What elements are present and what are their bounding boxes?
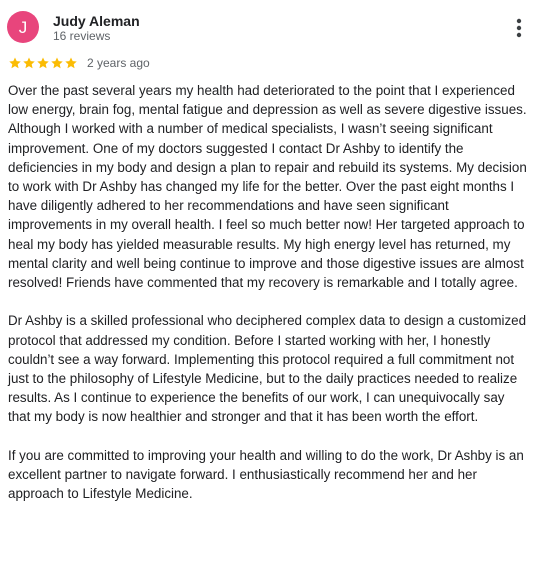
more-vertical-icon (509, 16, 529, 40)
star-icon (8, 56, 22, 70)
rating-row (8, 55, 150, 71)
avatar[interactable] (7, 11, 39, 43)
review-text (8, 81, 530, 503)
star-icon (64, 56, 78, 70)
review-count[interactable]: 16 reviews (53, 29, 111, 43)
review-paragraph: Over the past several years my health had deteriorated to the point that I experienced low energy, brain fog, mental fatigue and depression as well as severe digestive issues. Although I worked with a number of medical specialists, I wasn’t seeing significant improvement. One of my doctors suggested I contact Dr Ashby to identify the deficiencies in my body and design a plan to repair and rebuild its systems. My decision to work with Dr Ashby has changed my life for the better. Over the past eight months I have diligently adhered to her recommendations and have seen significant improvements in my overall health. I feel so much better now! Her targeted approach to heal my body has yielded measurable results. My high energy level has returned, my mental clarity and well being continue to improve and those digestive issues are almost resolved! Friends have commented that my recovery is remarkable and I totally agree. (8, 83, 527, 291)
star-icon (36, 56, 50, 70)
more-options-button[interactable] (509, 16, 529, 40)
reviewer-name[interactable]: Judy Aleman (53, 13, 140, 29)
review-time: 2 years ago (87, 56, 150, 70)
star-icon (22, 56, 36, 70)
star-icon (50, 56, 64, 70)
review-paragraph: If you are committed to improving your health and willing to do the work, Dr Ashby is an excellent partner to navigate forward. I enthusiastically recommend her and her approach to Lifestyle Medicine. (8, 447, 524, 502)
avatar-initial: J (18, 17, 28, 37)
star-rating (8, 56, 78, 70)
review-paragraph: Dr Ashby is a skilled professional who deciphered complex data to design a customized protocol that addressed my condition. Before I started working with her, I honestly couldn’t see a way forward. Implementing this protocol required a full commitment not just to the philosophy of Lifestyle Medicine, but to the daily practices needed to realize results. As I continue to experience the benefits of our work, I can unequivocally say that my body is now healthier and stronger and that it has been worth the effort. (8, 313, 527, 425)
